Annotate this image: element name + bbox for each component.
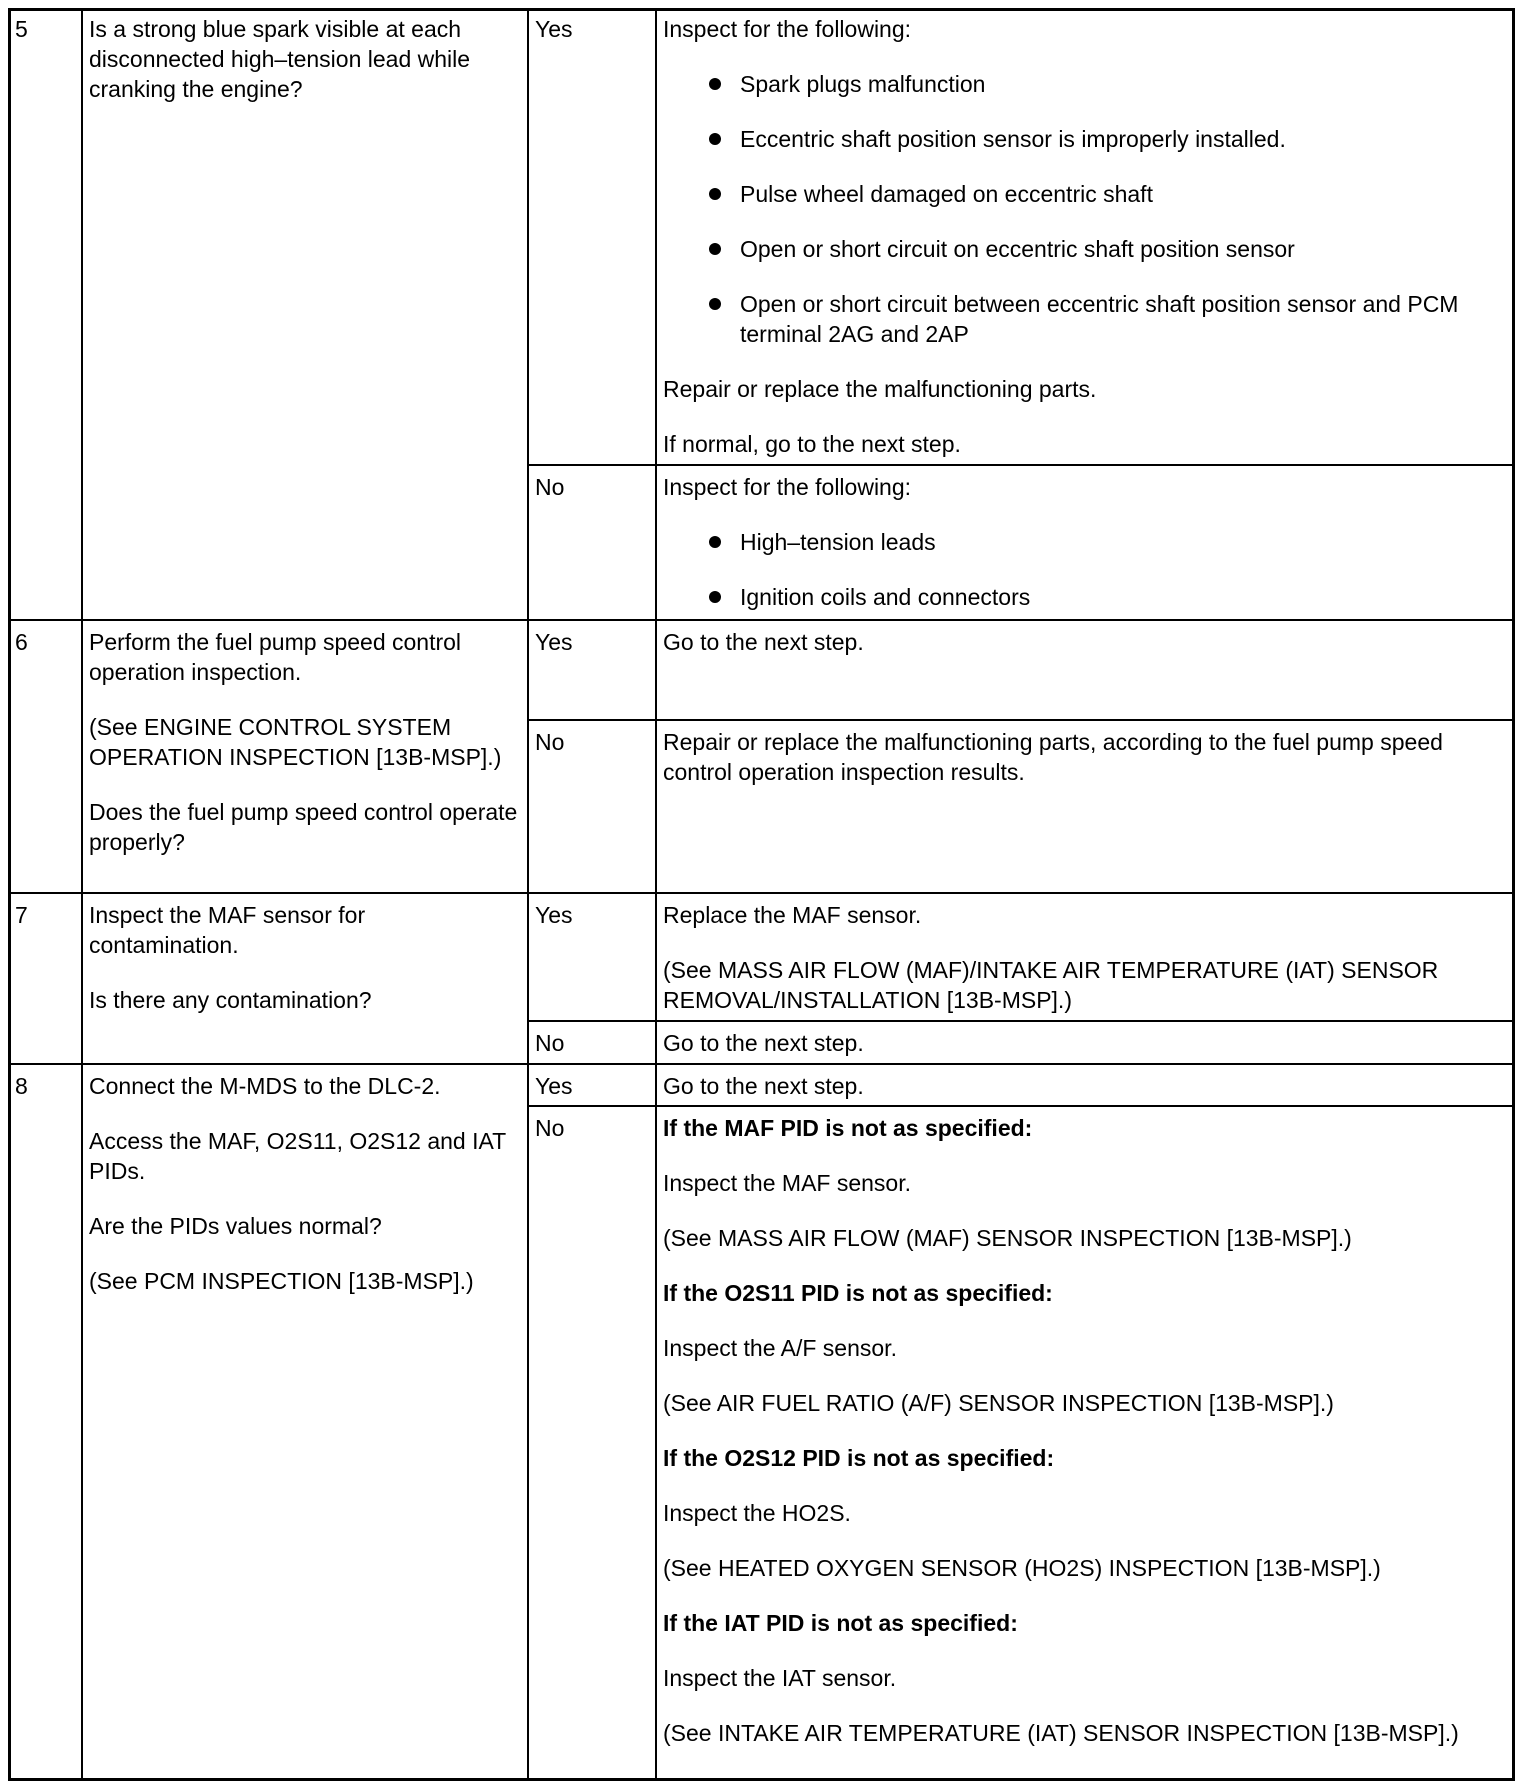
bullet-icon — [709, 243, 721, 255]
action-cell — [657, 627, 1514, 657]
step-number: 6 — [15, 629, 28, 655]
action-cell — [657, 14, 1514, 459]
action-text: If normal, go to the next step. — [663, 431, 961, 457]
action-intro: Inspect for the following: — [663, 16, 912, 42]
question-text: Inspect the MAF sensor for contamination. — [89, 902, 366, 958]
action-cell — [657, 727, 1514, 787]
column-divider-step — [81, 9, 83, 1780]
question-text: Access the MAF, O2S11, O2S12 and IAT PIDs. — [89, 1128, 506, 1184]
bullet-item: Eccentric shaft position sensor is improperly installed. — [663, 124, 1494, 154]
bullet-icon — [709, 188, 721, 200]
row7-yes-no-divider — [527, 1020, 1514, 1022]
row-divider-6-7 — [9, 892, 1514, 894]
question-cell — [83, 627, 527, 857]
action-text: Go to the next step. — [663, 629, 864, 655]
condition-heading: If the O2S12 PID is not as specified: — [663, 1445, 1055, 1471]
action-text: (See HEATED OXYGEN SENSOR (HO2S) INSPECTION [13B-MSP].) — [663, 1555, 1381, 1581]
question-text: Are the PIDs values normal? — [89, 1213, 382, 1239]
action-text: (See AIR FUEL RATIO (A/F) SENSOR INSPECTION [13B-MSP].) — [663, 1390, 1334, 1416]
result-no: No — [535, 1115, 565, 1141]
action-intro: Inspect for the following: — [663, 474, 912, 500]
step-number: 7 — [15, 902, 28, 928]
column-divider-question — [527, 9, 529, 1780]
condition-heading: If the IAT PID is not as specified: — [663, 1610, 1018, 1636]
bullet-icon — [709, 78, 721, 90]
question-text: Is a strong blue spark visible at each disconnected high–tension lead while cranking the engine? — [89, 16, 471, 102]
row-divider-7-8 — [9, 1063, 1514, 1065]
bullet-item: Ignition coils and connectors — [663, 582, 1514, 612]
action-text: Go to the next step. — [663, 1030, 864, 1056]
action-text: Go to the next step. — [663, 1073, 864, 1099]
action-cell — [657, 1028, 1514, 1058]
bullet-list — [663, 69, 1494, 349]
question-cell — [83, 1071, 527, 1296]
bullet-icon — [709, 591, 721, 603]
action-text: Inspect the IAT sensor. — [663, 1665, 897, 1691]
action-text: Repair or replace the malfunctioning parts. — [663, 376, 1097, 402]
bullet-icon — [709, 536, 721, 548]
row5-yes-no-divider — [527, 464, 1514, 466]
result-yes: Yes — [535, 629, 573, 655]
action-text: (See MASS AIR FLOW (MAF) SENSOR INSPECTION [13B-MSP].) — [663, 1225, 1352, 1251]
step-number: 8 — [15, 1073, 28, 1099]
action-text: Inspect the A/F sensor. — [663, 1335, 897, 1361]
bullet-list — [663, 527, 1514, 612]
result-no: No — [535, 474, 565, 500]
action-text: (See INTAKE AIR TEMPERATURE (IAT) SENSOR INSPECTION [13B-MSP].) — [663, 1720, 1459, 1746]
result-yes: Yes — [535, 902, 573, 928]
question-text: Is there any contamination? — [89, 987, 372, 1013]
result-no: No — [535, 729, 565, 755]
question-text: (See ENGINE CONTROL SYSTEM OPERATION INSPECTION [13B-MSP].) — [89, 714, 502, 770]
step-number: 5 — [15, 16, 28, 42]
result-yes: Yes — [535, 1073, 573, 1099]
action-text: Inspect the MAF sensor. — [663, 1170, 912, 1196]
action-cell — [657, 1113, 1514, 1748]
row6-yes-no-divider — [527, 719, 1514, 721]
bullet-item: Spark plugs malfunction — [663, 69, 1494, 99]
bullet-item: Pulse wheel damaged on eccentric shaft — [663, 179, 1494, 209]
question-text: Connect the M-MDS to the DLC-2. — [89, 1073, 441, 1099]
action-text: Inspect the HO2S. — [663, 1500, 851, 1526]
action-text: (See MASS AIR FLOW (MAF)/INTAKE AIR TEMPERATURE (IAT) SENSOR REMOVAL/INSTALLATION [13B-MSP].) — [663, 957, 1439, 1013]
row8-yes-no-divider — [527, 1105, 1514, 1107]
action-cell — [657, 1071, 1514, 1101]
bullet-item: Open or short circuit on eccentric shaft position sensor — [663, 234, 1494, 264]
action-text: Repair or replace the malfunctioning parts, according to the fuel pump speed control operation inspection results. — [663, 729, 1443, 785]
result-yes: Yes — [535, 16, 573, 42]
action-cell — [657, 472, 1514, 637]
action-text: Replace the MAF sensor. — [663, 902, 922, 928]
condition-heading: If the MAF PID is not as specified: — [663, 1115, 1033, 1141]
question-text: Perform the fuel pump speed control operation inspection. — [89, 629, 462, 685]
question-cell — [83, 14, 527, 104]
result-no: No — [535, 1030, 565, 1056]
bullet-icon — [709, 133, 721, 145]
question-text: (See PCM INSPECTION [13B-MSP].) — [89, 1268, 474, 1294]
question-cell — [83, 900, 527, 1015]
action-cell — [657, 900, 1514, 1015]
condition-heading: If the O2S11 PID is not as specified: — [663, 1280, 1053, 1306]
bullet-icon — [709, 298, 721, 310]
question-text: Does the fuel pump speed control operate properly? — [89, 799, 518, 855]
bullet-item: High–tension leads — [663, 527, 1514, 557]
bullet-item: Open or short circuit between eccentric shaft position sensor and PCM terminal 2AG and 2AP — [663, 289, 1494, 349]
